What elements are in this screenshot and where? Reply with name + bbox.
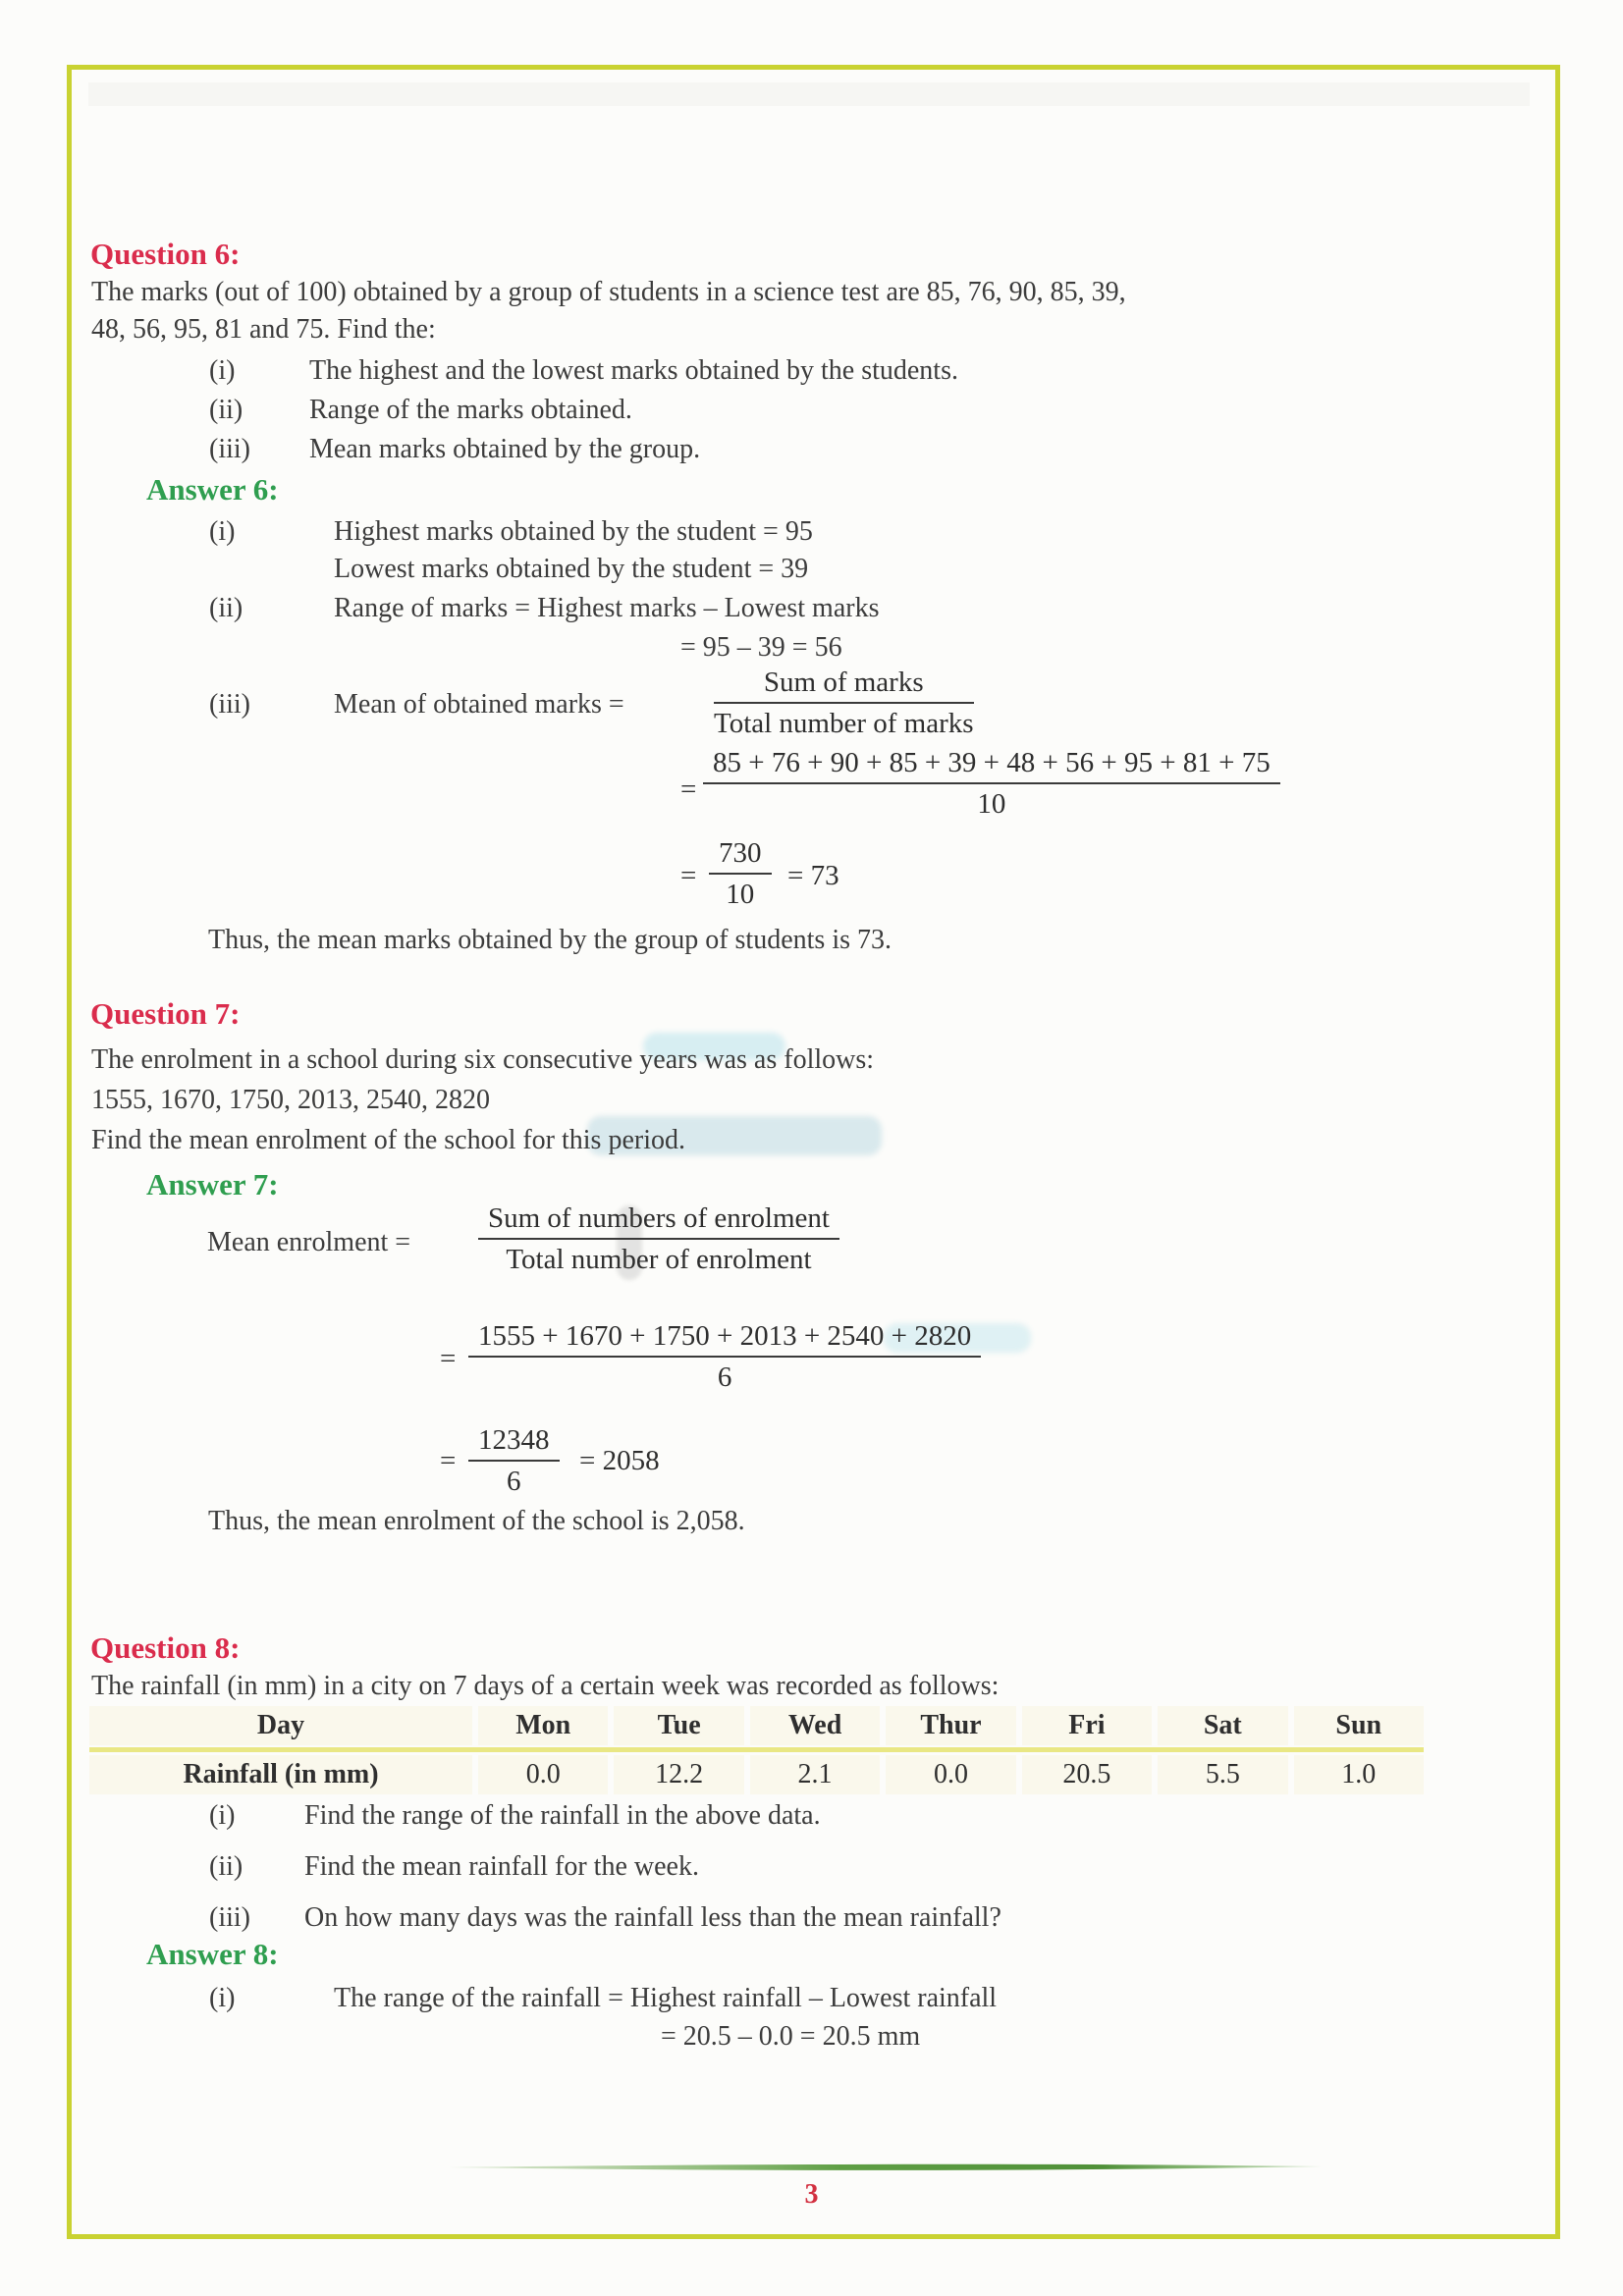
a6-conclusion: Thus, the mean marks obtained by the group of students is 73.	[208, 925, 892, 955]
rainfall-table	[89, 1706, 1424, 1794]
fraction-numerator: 730	[709, 836, 772, 875]
q8-item-ii-text: Find the mean rainfall for the week.	[304, 1851, 699, 1882]
question-7-heading: Question 7:	[90, 996, 241, 1031]
header-cell-day: Day	[89, 1706, 472, 1745]
question-6-text-line2: 48, 56, 95, 81 and 75. Find the:	[91, 314, 436, 345]
fraction-denominator: 10	[977, 788, 1006, 820]
equals-sign: =	[680, 774, 697, 805]
a6-iii-lead: Mean of obtained marks =	[334, 689, 624, 720]
question-6-heading: Question 6:	[90, 237, 241, 271]
fraction-denominator: 6	[717, 1362, 732, 1393]
question-8-heading: Question 8:	[90, 1630, 241, 1665]
a6-ii-label: (ii)	[209, 593, 243, 623]
a6-ii-text: Range of marks = Highest marks – Lowest marks	[334, 593, 880, 623]
equals-sign: =	[440, 1445, 457, 1476]
equals-sign: =	[440, 1343, 457, 1374]
q8-item-iii-text: On how many days was the rainfall less than the mean rainfall?	[304, 1902, 1001, 1933]
fraction-denominator: 10	[726, 879, 755, 910]
fraction-numerator: Sum of marks	[714, 666, 974, 704]
data-cell-fri: 20.5	[1022, 1755, 1152, 1794]
header-cell-wed: Wed	[750, 1706, 880, 1745]
table-header-underline	[89, 1747, 1424, 1752]
answer-8-heading: Answer 8:	[146, 1937, 279, 1971]
a8-i-text: The range of the rainfall = Highest rainfall – Lowest rainfall	[334, 1983, 998, 2013]
a6-iii-label: (iii)	[209, 689, 250, 720]
header-cell-thur: Thur	[886, 1706, 1015, 1745]
fraction-numerator: 85 + 76 + 90 + 85 + 39 + 48 + 56 + 95 + 81 + 75	[703, 746, 1280, 784]
footer-divider-line	[448, 2163, 1322, 2172]
header-cell-sun: Sun	[1294, 1706, 1424, 1745]
q6-item-i-label: (i)	[209, 355, 236, 386]
q6-item-iii-text: Mean marks obtained by the group.	[309, 434, 701, 464]
fraction-numerator: 12348	[468, 1423, 560, 1462]
q6-item-ii-text: Range of the marks obtained.	[309, 395, 632, 425]
data-cell-label: Rainfall (in mm)	[89, 1755, 472, 1794]
answer-7-heading: Answer 7:	[146, 1167, 279, 1201]
answer-6-heading: Answer 6:	[146, 472, 279, 507]
data-cell-tue: 12.2	[614, 1755, 743, 1794]
a7-lead: Mean enrolment =	[207, 1227, 411, 1257]
a7-conclusion: Thus, the mean enrolment of the school is 2,058.	[208, 1506, 745, 1536]
q8-item-i-label: (i)	[209, 1800, 236, 1831]
fraction-12348-over-6	[468, 1423, 560, 1498]
q6-item-ii-label: (ii)	[209, 395, 243, 425]
question-7-text-line3: Find the mean enrolment of the school for this period.	[91, 1125, 685, 1155]
question-8-intro: The rainfall (in mm) in a city on 7 days of a certain week was recorded as follows:	[91, 1671, 1000, 1701]
q8-item-i-text: Find the range of the rainfall in the above data.	[304, 1800, 821, 1831]
q8-item-ii-label: (ii)	[209, 1851, 243, 1882]
question-6-text-line1: The marks (out of 100) obtained by a group of students in a science test are 85, 76, 90, 85, 39,	[91, 277, 1126, 307]
page-number: 3	[804, 2179, 819, 2210]
fraction-730-over-10	[709, 836, 772, 911]
a6-i-line2: Lowest marks obtained by the student = 39	[334, 554, 809, 584]
fraction-numerator: Sum of numbers of enrolment	[478, 1201, 839, 1240]
question-7-text-line1: The enrolment in a school during six consecutive years was as follows:	[91, 1044, 875, 1075]
table-data-row	[89, 1755, 1424, 1794]
q6-item-iii-label: (iii)	[209, 434, 250, 464]
a7-result: = 2058	[579, 1445, 660, 1476]
fraction-denominator: Total number of enrolment	[506, 1244, 812, 1275]
q8-item-iii-label: (iii)	[209, 1902, 250, 1933]
a8-i-label: (i)	[209, 1983, 236, 2013]
header-cell-mon: Mon	[478, 1706, 608, 1745]
a8-i-equation: = 20.5 – 0.0 = 20.5 mm	[661, 2021, 921, 2052]
data-cell-thur: 0.0	[886, 1755, 1015, 1794]
fraction-sum-of-enrolment	[478, 1201, 839, 1276]
fraction-denominator: 6	[507, 1466, 521, 1497]
header-cell-fri: Fri	[1022, 1706, 1152, 1745]
equals-sign: =	[680, 860, 697, 891]
scan-artifact-band	[88, 82, 1530, 106]
a6-ii-equation: = 95 – 39 = 56	[680, 632, 842, 663]
header-cell-tue: Tue	[614, 1706, 743, 1745]
data-cell-wed: 2.1	[750, 1755, 880, 1794]
fraction-denominator: Total number of marks	[714, 708, 974, 739]
fraction-marks-values	[703, 746, 1280, 821]
data-cell-mon: 0.0	[478, 1755, 608, 1794]
a6-iii-result: = 73	[787, 860, 839, 891]
q6-item-i-text: The highest and the lowest marks obtained by the students.	[309, 355, 958, 386]
a6-i-line1: Highest marks obtained by the student = 95	[334, 516, 813, 547]
question-7-text-line2: 1555, 1670, 1750, 2013, 2540, 2820	[91, 1085, 490, 1115]
fraction-numerator: 1555 + 1670 + 1750 + 2013 + 2540 + 2820	[468, 1319, 981, 1358]
fraction-enrolment-values	[468, 1319, 981, 1394]
header-cell-sat: Sat	[1158, 1706, 1287, 1745]
fraction-sum-of-marks	[714, 666, 974, 740]
table-header-row	[89, 1706, 1424, 1745]
data-cell-sat: 5.5	[1158, 1755, 1287, 1794]
data-cell-sun: 1.0	[1294, 1755, 1424, 1794]
a6-i-label: (i)	[209, 516, 236, 547]
